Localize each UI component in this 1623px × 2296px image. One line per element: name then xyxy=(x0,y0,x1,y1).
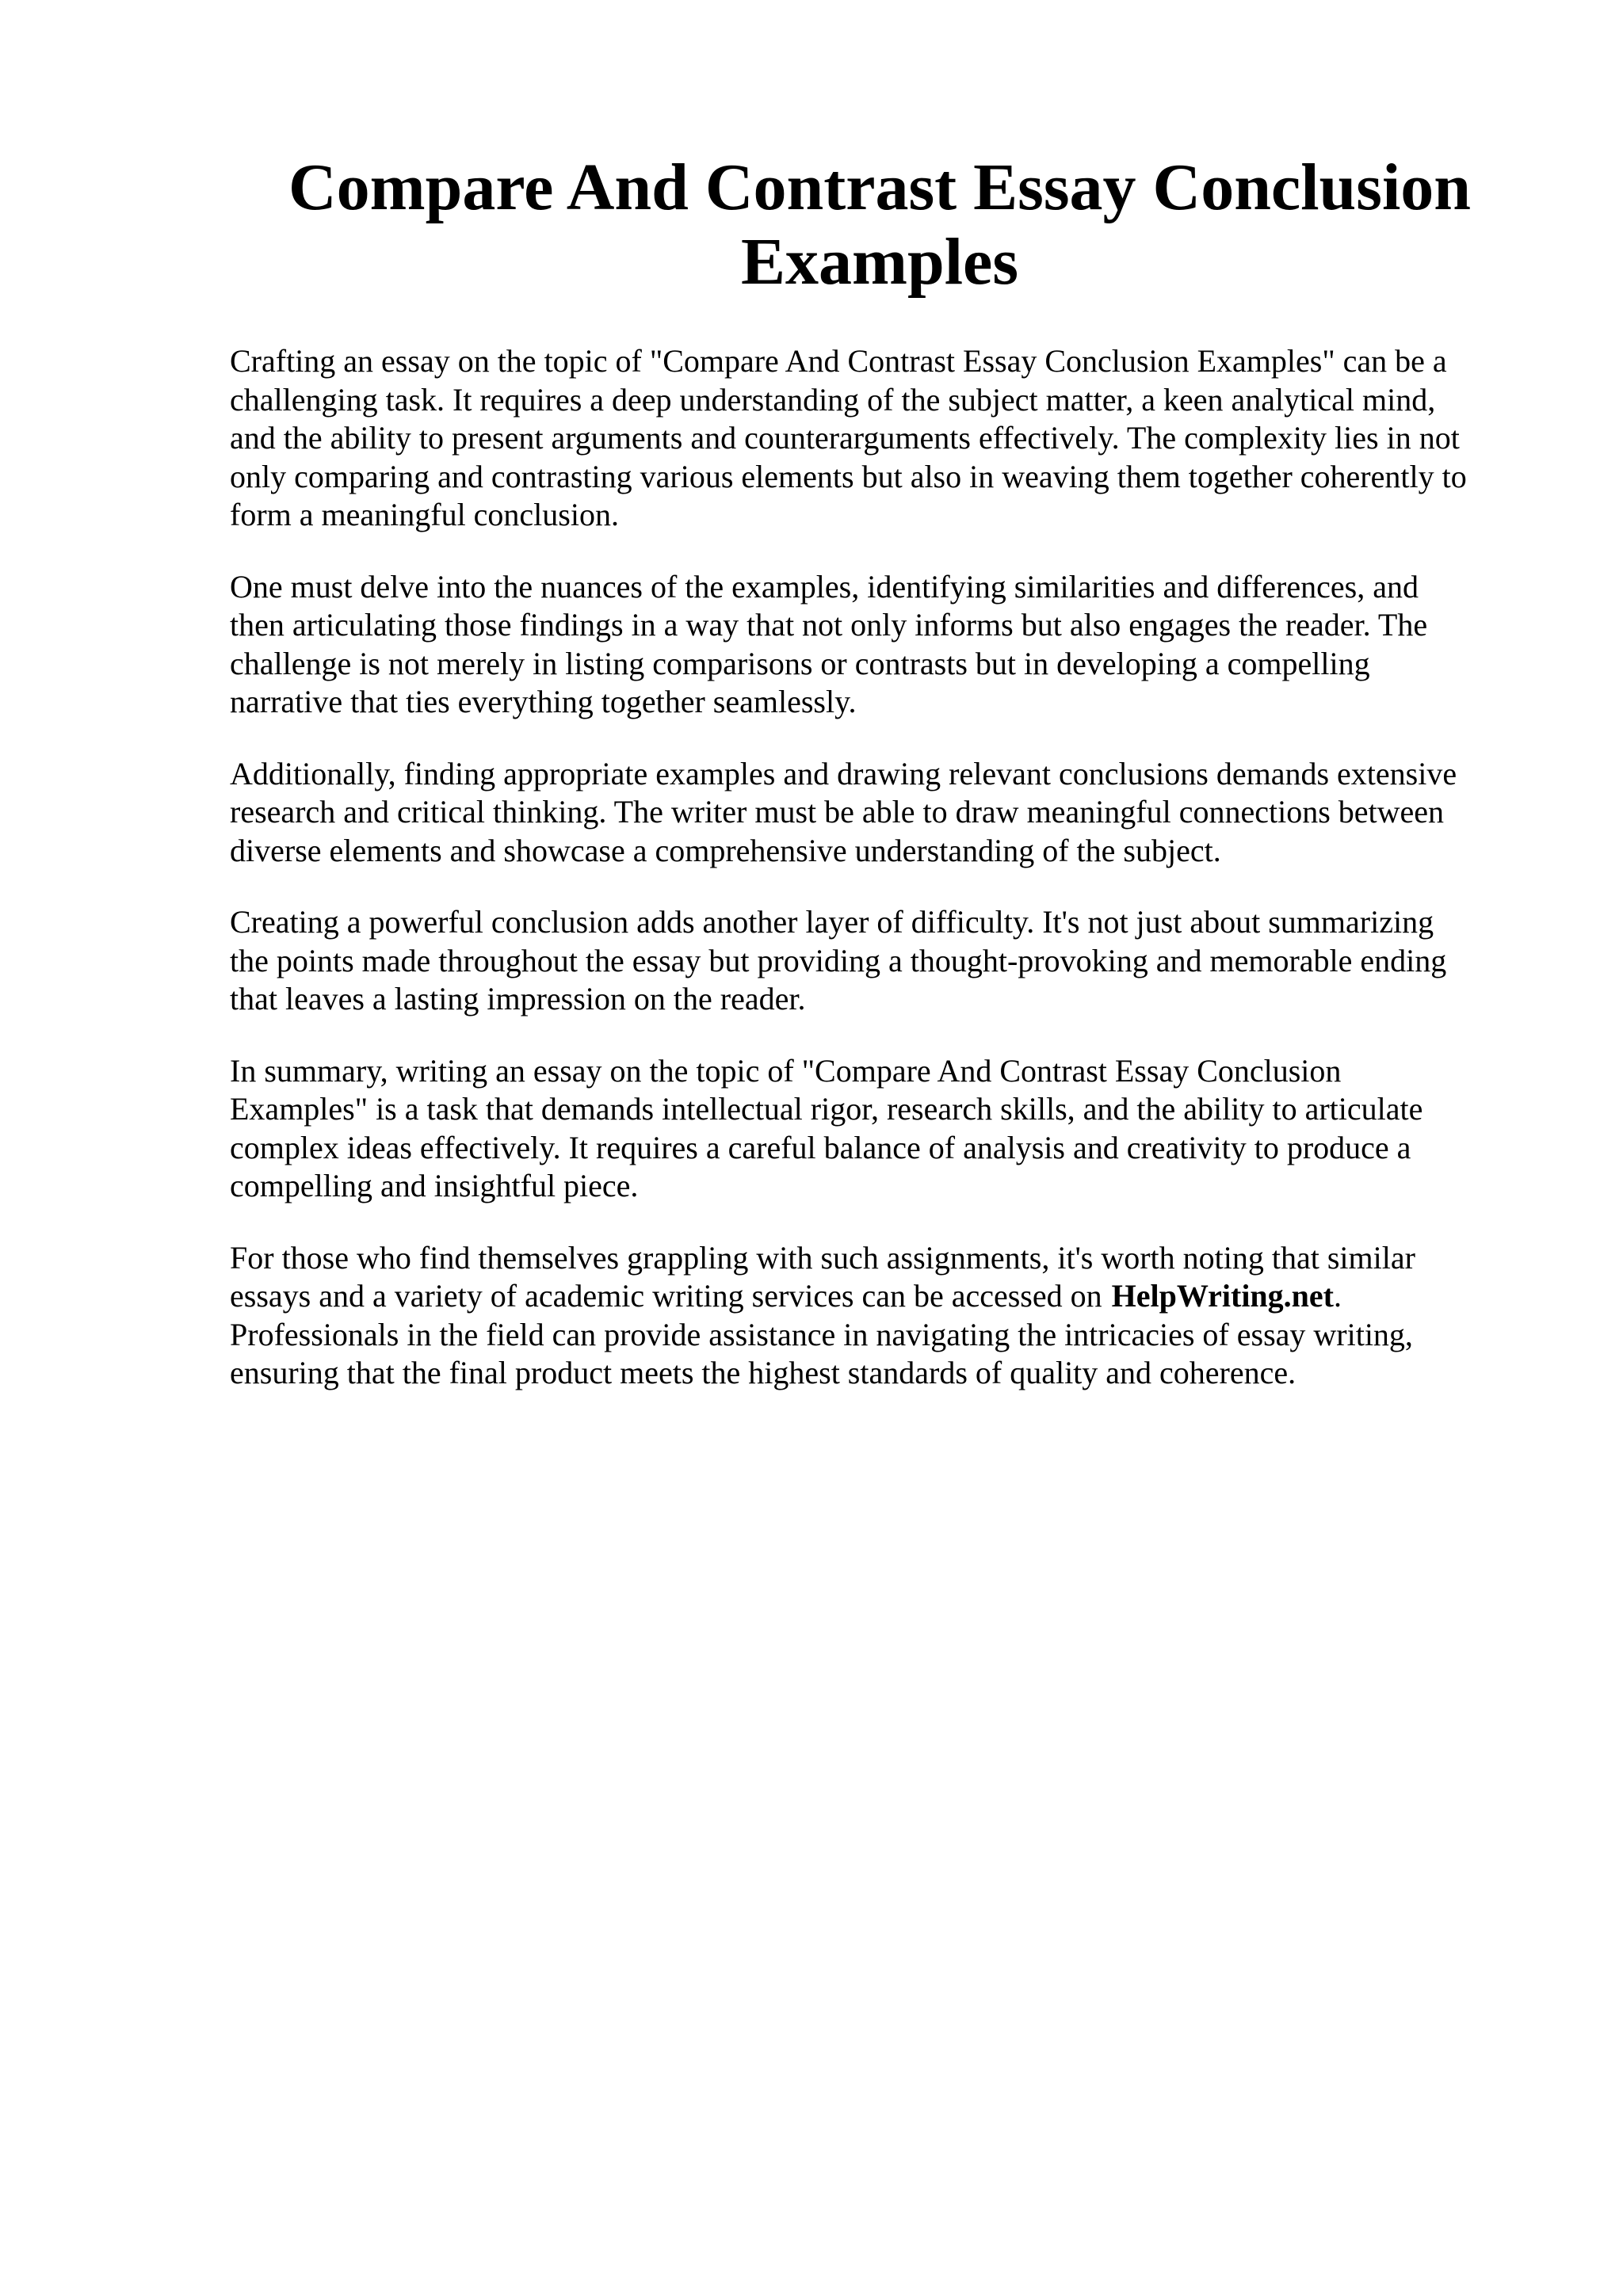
paragraph-6 xyxy=(230,1239,1545,1393)
page-title xyxy=(230,151,1529,299)
text-line: Examples" is a task that demands intellectual rigor, research skills, and the ability to articulate xyxy=(230,1091,1423,1127)
text-line: For those who find themselves grappling with such assignments, it's worth noting that similar xyxy=(230,1239,1415,1276)
text-line: Crafting an essay on the topic of "Compare And Contrast Essay Conclusion Examples" can be a xyxy=(230,343,1447,379)
text-line: narrative that ties everything together seamlessly. xyxy=(230,684,857,719)
text-line: ensuring that the final product meets the highest standards of quality and coherence. xyxy=(230,1355,1296,1390)
text-line: that leaves a lasting impression on the reader. xyxy=(230,981,806,1016)
paragraph-3 xyxy=(230,755,1545,871)
paragraph-2 xyxy=(230,568,1545,722)
text-line: In summary, writing an essay on the topic of "Compare And Contrast Essay Conclusion xyxy=(230,1052,1342,1089)
text-line: Creating a powerful conclusion adds another layer of difficulty. It's not just about summarizing xyxy=(230,904,1434,940)
text-line-with-link xyxy=(230,1277,1545,1316)
text-line: compelling and insightful piece. xyxy=(230,1168,639,1203)
title-line: Examples xyxy=(740,225,1019,299)
text-segment: essays and a variety of academic writing services can be accessed on xyxy=(230,1278,1102,1314)
text-line: One must delve into the nuances of the examples, identifying similarities and differences, and xyxy=(230,568,1419,605)
text-line: complex ideas effectively. It requires a careful balance of analysis and creativity to produce a xyxy=(230,1129,1411,1165)
text-line: Professionals in the field can provide assistance in navigating the intricacies of essay writing, xyxy=(230,1316,1413,1352)
text-line: form a meaningful conclusion. xyxy=(230,497,619,532)
paragraph-1 xyxy=(230,342,1545,535)
title-line: Compare And Contrast Essay Conclusion xyxy=(288,151,1472,224)
helpwriting-link[interactable]: HelpWriting.net xyxy=(1111,1278,1334,1314)
text-line: and the ability to present arguments and counterarguments effectively. The complexity lies in not xyxy=(230,420,1460,456)
text-line: challenging task. It requires a deep understanding of the subject matter, a keen analytical mind, xyxy=(230,381,1436,418)
text-line: only comparing and contrasting various elements but also in weaving them together coherently to xyxy=(230,458,1467,494)
text-line: diverse elements and showcase a comprehensive understanding of the subject. xyxy=(230,832,1221,868)
document-body xyxy=(230,342,1545,1426)
text-line: the points made throughout the essay but providing a thought-provoking and memorable ending xyxy=(230,942,1447,978)
paragraph-4 xyxy=(230,903,1545,1019)
text-line: research and critical thinking. The writer must be able to draw meaningful connections between xyxy=(230,794,1445,830)
paragraph-5 xyxy=(230,1052,1545,1206)
text-line: Additionally, finding appropriate examples and drawing relevant conclusions demands extensive xyxy=(230,755,1457,791)
text-line: then articulating those findings in a way that not only informs but also engages the reader. The xyxy=(230,607,1428,643)
text-segment: . xyxy=(1334,1278,1342,1314)
text-line: challenge is not merely in listing comparisons or contrasts but in developing a compelling xyxy=(230,645,1370,681)
